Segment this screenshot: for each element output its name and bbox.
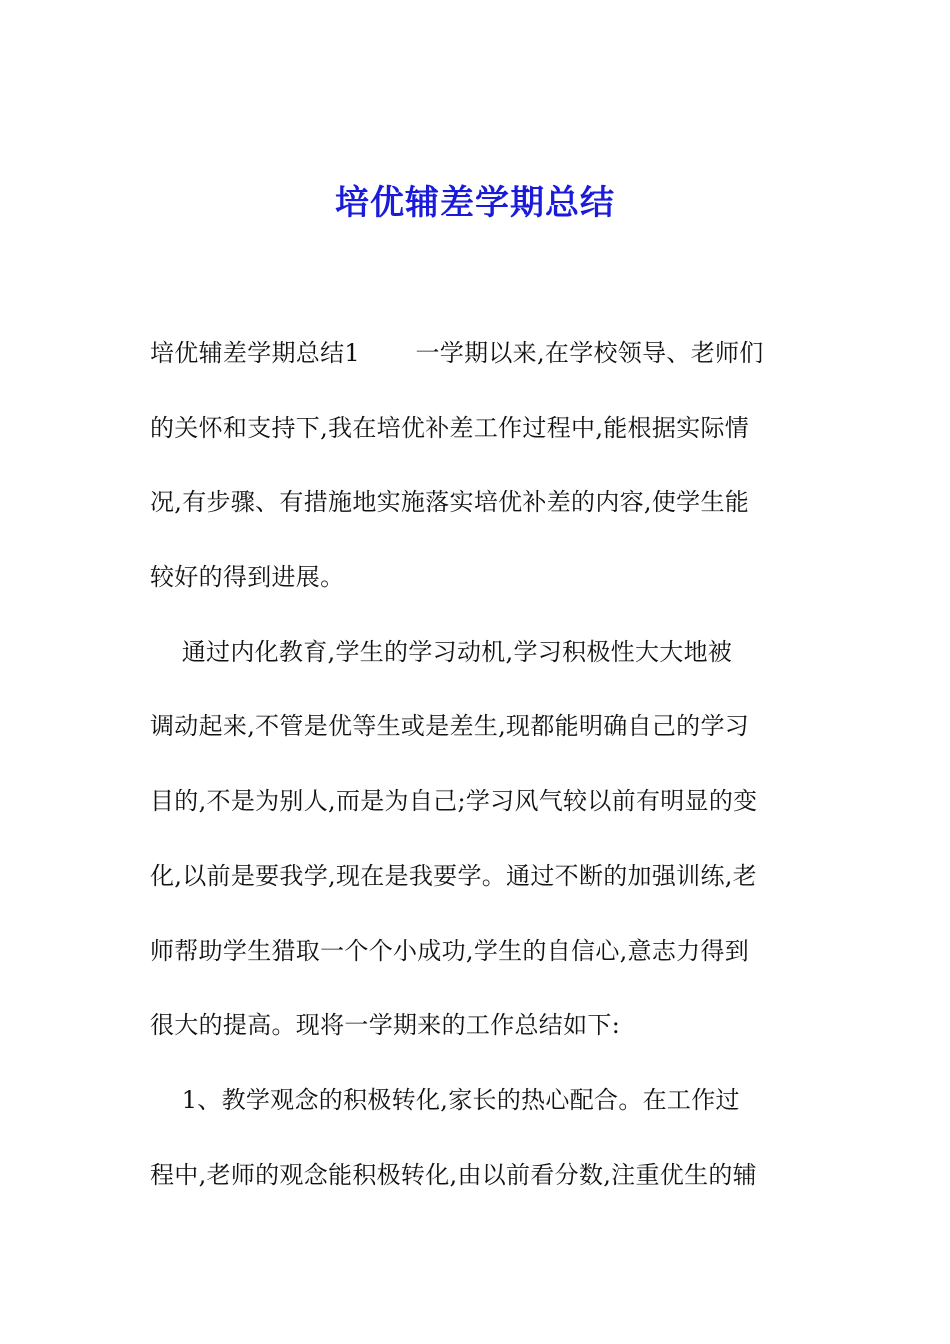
body-line: 程中,老师的观念能积极转化,由以前看分数,注重优生的辅 xyxy=(150,1160,757,1189)
body-line: 较好的得到进展。 xyxy=(150,563,345,592)
document-title: 培优辅差学期总结 xyxy=(335,183,615,223)
body-line: 通过内化教育,学生的学习动机,学习积极性大大地被 xyxy=(150,637,733,666)
body-line: 调动起来,不管是优等生或是差生,现都能明确自己的学习 xyxy=(150,712,750,741)
body-line: 目的,不是为别人,而是为自己;学习风气较以前有明显的变 xyxy=(150,787,758,816)
body-line: 的关怀和支持下,我在培优补差工作过程中,能根据实际情 xyxy=(150,413,750,442)
body-line: 很大的提高。现将一学期来的工作总结如下: xyxy=(150,1011,621,1040)
body-line: 化,以前是要我学,现在是我要学。通过不断的加强训练,老 xyxy=(150,861,757,890)
body-line: 培优辅差学期总结1 一学期以来,在学校领导、老师们 xyxy=(150,339,764,367)
body-line: 1、教学观念的积极转化,家长的热心配合。在工作过 xyxy=(150,1085,740,1114)
document-body xyxy=(150,323,805,1219)
body-line: 师帮助学生猎取一个个小成功,学生的自信心,意志力得到 xyxy=(150,936,750,965)
body-line: 况,有步骤、有措施地实施落实培优补差的内容,使学生能 xyxy=(150,488,750,517)
